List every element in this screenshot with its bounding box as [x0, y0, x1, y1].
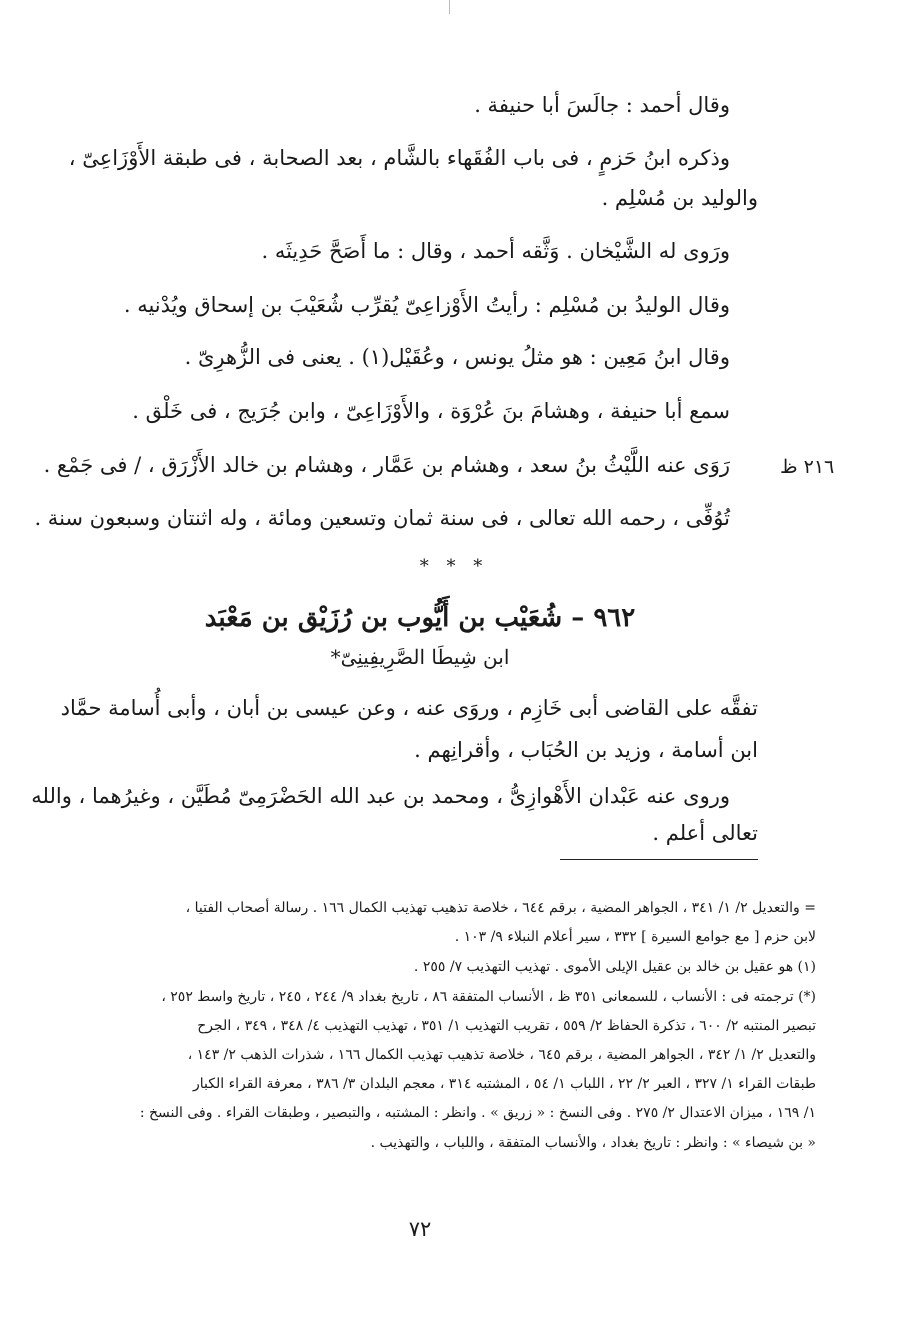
body-line-4: ورَوى له الشَّيْخان . وَثَّقه أحمد ، وقال : ما أَصَحَّ حَدِيثَه . [261, 239, 730, 263]
entry-line-3: وروى عنه عَبْدان الأَهْوازِىُّ ، ومحمد بن عبد الله الحَضْرَمِىّ مُطَيَّن ، وغيرُهما ، والله [31, 784, 730, 808]
footnote-line-1: = والتعديل ٢/ ١/ ٣٤١ ، الجواهر المضية ، برقم ٦٤٤ ، خلاصة تذهيب تهذيب الكمال ١٦٦ . رسالة أصحاب الفتيا ، [185, 900, 816, 916]
section-separator: * * * [419, 556, 489, 577]
body-line-1: وقال أحمد : جالَسَ أبا حنيفة . [474, 93, 730, 117]
body-line-2: وذكره ابنُ حَزمٍ ، فى باب الفُقَهاء بالشَّام ، بعد الصحابة ، فى طبقة الأَوْزَاعِىّ ، [68, 146, 730, 170]
footnote-line-8: ١/ ١٦٩ ، ميزان الاعتدال ٢/ ٢٧٥ . وفى النسخ : « زريق » . وانظر : المشتبه ، والتبصير ، وطبقات القراء . وفى النسخ : [139, 1105, 816, 1121]
footnote-line-4: (*) ترجمته فى : الأنساب ، للسمعانى ٣٥١ ظ ، الأنساب المتفقة ٨٦ ، تاريخ بغداد ٩/ ٢٤٤ ، ٢٤٥ ، تاريخ واسط ٢٥٢ ، [161, 989, 816, 1005]
footnote-line-9: « بن شيصاء » : وانظر : تاريخ بغداد ، والأنساب المتفقة ، واللباب ، والتهذيب . [370, 1135, 816, 1151]
margin-folio-note: ٢١٦ ظ [780, 456, 835, 478]
footnote-separator-rule [560, 859, 758, 860]
entry-line-1: تفقَّه على القاضى أبى خَازِم ، وروَى عنه ، وعن عيسى بن أبان ، وأبى أُسامة حمَّاد [60, 696, 758, 720]
footnote-line-5: تبصير المنتبه ٢/ ٦٠٠ ، تذكرة الحفاظ ٢/ ٥٥٩ ، تقريب التهذيب ١/ ٣٥١ ، تهذيب التهذيب ٤/ ٣٤٨ ، ٣٤٩ ، الجرح [197, 1018, 816, 1034]
entry-subtitle: ابن شِيطَا الصَّرِيفِينِىّ* [330, 645, 510, 669]
body-line-3: والوليد بن مُسْلِم . [601, 186, 758, 210]
entry-line-4: تعالى أعلم . [652, 821, 758, 845]
entry-line-2: ابن أسامة ، وزيد بن الحُبَاب ، وأقرانِهم . [414, 738, 758, 762]
body-line-9: تُوُفِّى ، رحمه الله تعالى ، فى سنة ثمان وتسعين ومائة ، وله اثنتان وسبعون سنة . [34, 506, 730, 530]
body-line-8: رَوَى عنه اللَّيْثُ بنُ سعد ، وهشام بن عَمَّار ، وهشام بن خالد الأَزْرَق ، / فى جَمْع . [43, 453, 730, 477]
page-number: ٧٢ [408, 1217, 432, 1241]
footnote-line-7: طبقات القراء ١/ ٣٢٧ ، العبر ٢/ ٢٢ ، اللباب ١/ ٥٤ ، المشتبه ٣١٤ ، معجم البلدان ٣/ ٣٨٦ ، معرفة القراء الكبار [192, 1076, 816, 1092]
entry-title: ٩٦٢ – شُعَيْب بن أَيُّوب بن رُزَيْق بن مَعْبَد [204, 603, 636, 633]
body-line-5: وقال الوليدُ بن مُسْلِم : رأيتُ الأَوْزاعِىّ يُقرِّب شُعَيْبَ بن إسحاق ويُدْنيه . [123, 293, 730, 317]
scan-mark [449, 0, 450, 14]
body-line-7: سمع أبا حنيفة ، وهشامَ بنَ عُرْوَة ، والأَوْزَاعِىّ ، وابن جُرَيج ، فى خَلْق . [132, 399, 730, 423]
footnote-line-3: (١) هو عقيل بن خالد بن عقيل الإيلى الأموى . تهذيب التهذيب ٧/ ٢٥٥ . [413, 959, 816, 975]
body-line-6: وقال ابنُ مَعِين : هو مثلُ يونس ، وعُقَيْل(١) . يعنى فى الزُّهرِىّ . [184, 345, 730, 369]
footnote-line-6: والتعديل ٢/ ١/ ٣٤٢ ، الجواهر المضية ، برقم ٦٤٥ ، خلاصة تذهيب تهذيب الكمال ١٦٦ ، شذرات الذهب ٢/ ١٤٣ ، [187, 1047, 816, 1063]
footnote-line-2: لابن حزم [ مع جوامع السيرة ] ٣٣٢ ، سير أعلام النبلاء ٩/ ١٠٣ . [454, 929, 816, 945]
